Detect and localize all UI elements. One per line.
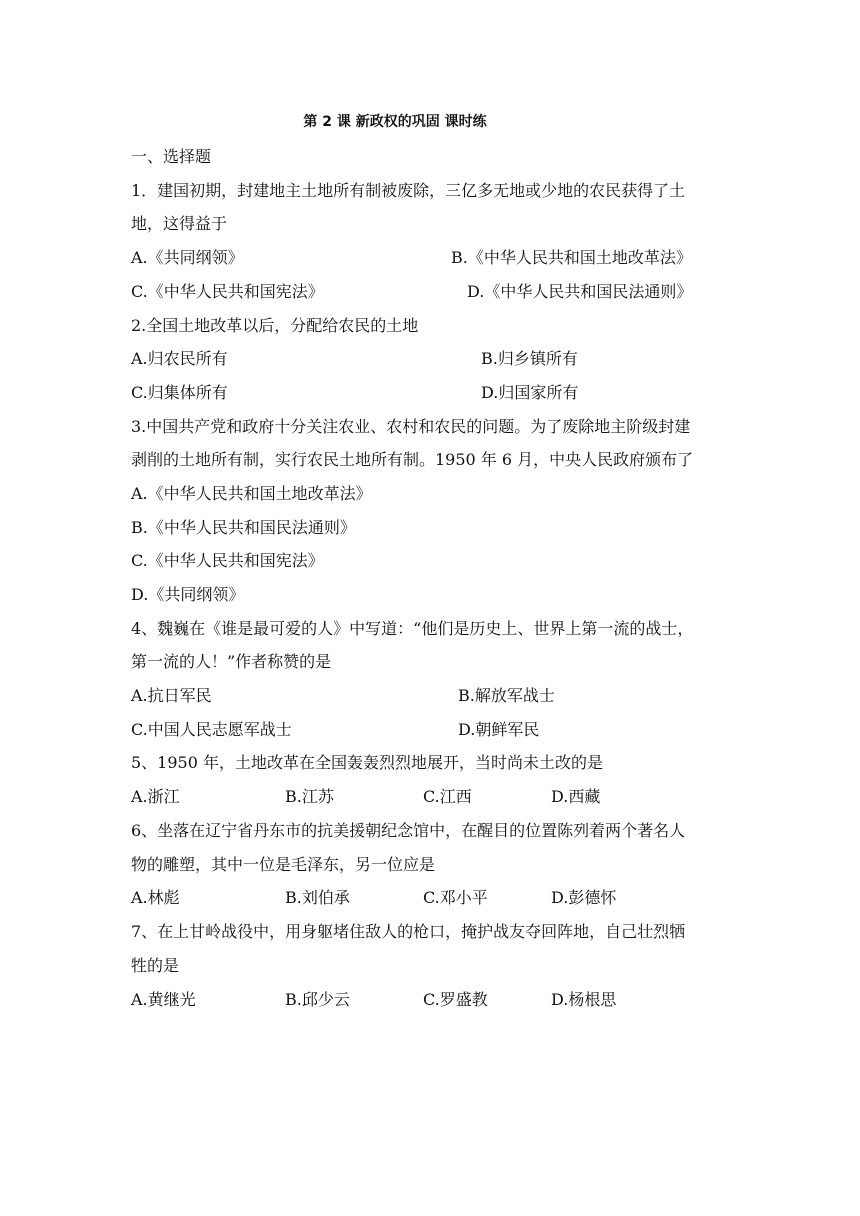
question-1-option-a: A.《共同纲领》: [131, 248, 244, 267]
question-5-option-a: A.浙江: [131, 787, 180, 806]
question-6-line-1: 6、坐落在辽宁省丹东市的抗美援朝纪念馆中，在醒目的位置陈列着两个著名人: [131, 821, 686, 840]
question-7-option-b: B.邱少云: [285, 990, 350, 1009]
question-7-option-d: D.杨根思: [551, 990, 617, 1009]
question-2-option-c: C.归集体所有: [131, 383, 228, 402]
question-2-line-1: 2.全国土地改革以后，分配给农民的土地: [131, 316, 419, 335]
question-4-line-2: 第一流的人！”作者称赞的是: [131, 652, 332, 671]
question-4-option-b: B.解放军战士: [458, 686, 555, 705]
question-1-line-2: 地，这得益于: [131, 214, 228, 233]
question-4-option-a: A.抗日军民: [131, 686, 212, 705]
question-3-line-2: 剥削的土地所有制，实行农民土地所有制。1950 年 6 月，中央人民政府颁布了: [131, 450, 694, 469]
question-5-option-c: C.江西: [423, 787, 472, 806]
section-heading: 一、选择题: [131, 147, 212, 166]
question-5-option-b: B.江苏: [285, 787, 334, 806]
question-2-option-a: A.归农民所有: [131, 349, 228, 368]
question-3-option-d: D.《共同纲领》: [131, 585, 245, 604]
question-5-line-1: 5、1950 年，土地改革在全国轰轰烈烈地展开，当时尚未土改的是: [131, 753, 603, 772]
question-4-option-d: D.朝鲜军民: [458, 720, 540, 739]
question-6-option-a: A.林彪: [131, 888, 180, 907]
question-3-option-c: C.《中华人民共和国宪法》: [131, 551, 324, 570]
question-3-option-b: B.《中华人民共和国民法通则》: [131, 518, 356, 537]
question-7-line-1: 7、在上甘岭战役中，用身躯堵住敌人的枪口，掩护战友夺回阵地，自己壮烈牺: [131, 922, 686, 941]
question-7-line-2: 牲的是: [131, 956, 180, 975]
question-1-option-b: B.《中华人民共和国土地改革法》: [451, 248, 692, 267]
question-5-option-d: D.西藏: [551, 787, 601, 806]
question-6-line-2: 物的雕塑，其中一位是毛泽东，另一位应是: [131, 855, 436, 874]
question-4-line-1: 4、魏巍在《谁是最可爱的人》中写道：“他们是历史上、世界上第一流的战士，: [131, 619, 694, 638]
question-2-option-b: B.归乡镇所有: [481, 349, 578, 368]
question-1-option-c: C.《中华人民共和国宪法》: [131, 282, 324, 301]
question-6-option-c: C.邓小平: [423, 888, 488, 907]
question-6-option-b: B.刘伯承: [285, 888, 350, 907]
question-1-option-d: D.《中华人民共和国民法通则》: [467, 282, 693, 301]
question-4-option-c: C.中国人民志愿军战士: [131, 720, 292, 739]
question-7-option-c: C.罗盛教: [423, 990, 488, 1009]
question-2-option-d: D.归国家所有: [481, 383, 579, 402]
question-3-option-a: A.《中华人民共和国土地改革法》: [131, 484, 372, 503]
page-title: 第 2 课 新政权的巩固 课时练: [303, 114, 487, 130]
question-6-option-d: D.彭德怀: [551, 888, 617, 907]
question-7-option-a: A.黄继光: [131, 990, 196, 1009]
question-3-line-1: 3.中国共产党和政府十分关注农业、农村和农民的问题。为了废除地主阶级封建: [131, 417, 691, 436]
question-1-line-1: 1．建国初期，封建地主土地所有制被废除，三亿多无地或少地的农民获得了土: [131, 181, 686, 200]
